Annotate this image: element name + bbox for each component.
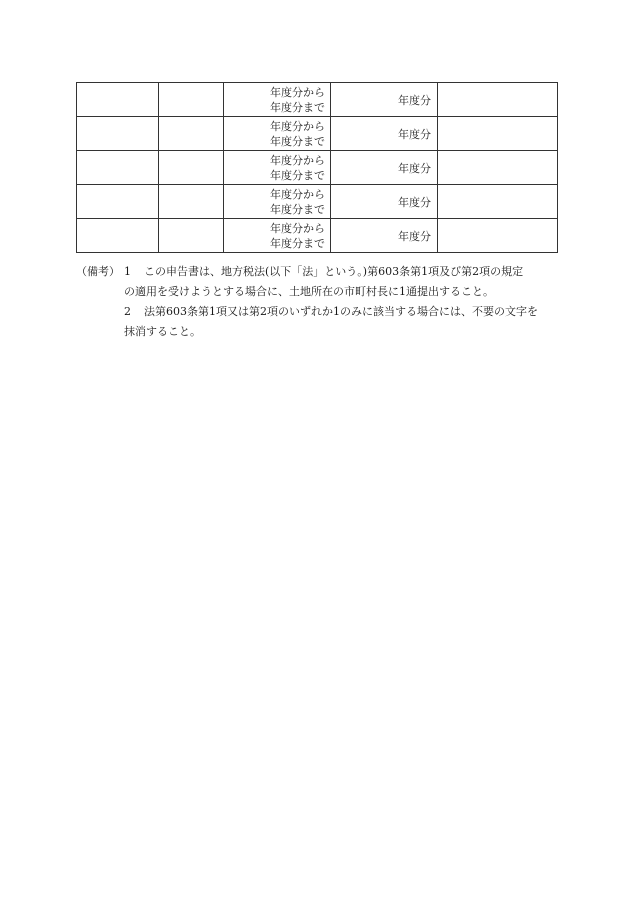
period-to-label: 年度分まで <box>270 134 325 148</box>
note-number: 2 <box>124 305 131 318</box>
table-row <box>77 117 558 151</box>
period-to-label: 年度分まで <box>270 168 325 182</box>
blank-cell[interactable] <box>438 83 558 117</box>
fiscal-year-cell[interactable] <box>331 83 438 117</box>
period-from-label: 年度分から <box>270 221 325 235</box>
note-continuation <box>76 322 561 342</box>
note-continuation <box>76 282 561 302</box>
note-item <box>76 262 561 282</box>
period-cell[interactable] <box>224 219 331 253</box>
declaration-table <box>76 82 558 253</box>
table-row <box>77 151 558 185</box>
fiscal-year-cell[interactable] <box>331 185 438 219</box>
blank-cell[interactable] <box>159 151 224 185</box>
note-item <box>76 302 561 322</box>
fiscal-year-cell[interactable] <box>331 219 438 253</box>
blank-cell[interactable] <box>77 219 159 253</box>
blank-cell[interactable] <box>438 219 558 253</box>
table-row <box>77 185 558 219</box>
period-from-label: 年度分から <box>270 85 325 99</box>
period-cell[interactable] <box>224 185 331 219</box>
blank-cell[interactable] <box>438 185 558 219</box>
blank-cell[interactable] <box>438 151 558 185</box>
table-row <box>77 219 558 253</box>
period-from-label: 年度分から <box>270 187 325 201</box>
blank-cell[interactable] <box>159 185 224 219</box>
blank-cell[interactable] <box>77 151 159 185</box>
fiscal-year-label: 年度分 <box>398 127 431 141</box>
blank-cell[interactable] <box>159 117 224 151</box>
fiscal-year-cell[interactable] <box>331 151 438 185</box>
period-to-label: 年度分まで <box>270 100 325 114</box>
fiscal-year-label: 年度分 <box>398 161 431 175</box>
blank-cell[interactable] <box>438 117 558 151</box>
note-text: 法第603条第1項又は第2項のいずれか1のみに該当する場合には、不要の文字を <box>144 305 538 318</box>
notes-section <box>76 262 561 342</box>
period-from-label: 年度分から <box>270 153 325 167</box>
period-cell[interactable] <box>224 83 331 117</box>
blank-cell[interactable] <box>159 219 224 253</box>
note-number: 1 <box>124 265 131 278</box>
table-row <box>77 83 558 117</box>
note-text: この申告書は、地方税法(以下「法」という。)第603条第1項及び第2項の規定 <box>144 265 524 278</box>
blank-cell[interactable] <box>159 83 224 117</box>
blank-cell[interactable] <box>77 185 159 219</box>
fiscal-year-label: 年度分 <box>398 229 431 243</box>
period-cell[interactable] <box>224 151 331 185</box>
note-text: の適用を受けようとする場合に、土地所在の市町村長に1通提出すること。 <box>124 285 494 298</box>
note-text: 抹消すること。 <box>124 325 201 338</box>
period-cell[interactable] <box>224 117 331 151</box>
notes-heading: （備考） <box>76 265 120 278</box>
period-to-label: 年度分まで <box>270 202 325 216</box>
blank-cell[interactable] <box>77 83 159 117</box>
fiscal-year-label: 年度分 <box>398 195 431 209</box>
fiscal-year-label: 年度分 <box>398 93 431 107</box>
blank-cell[interactable] <box>77 117 159 151</box>
period-to-label: 年度分まで <box>270 236 325 250</box>
fiscal-year-cell[interactable] <box>331 117 438 151</box>
period-from-label: 年度分から <box>270 119 325 133</box>
